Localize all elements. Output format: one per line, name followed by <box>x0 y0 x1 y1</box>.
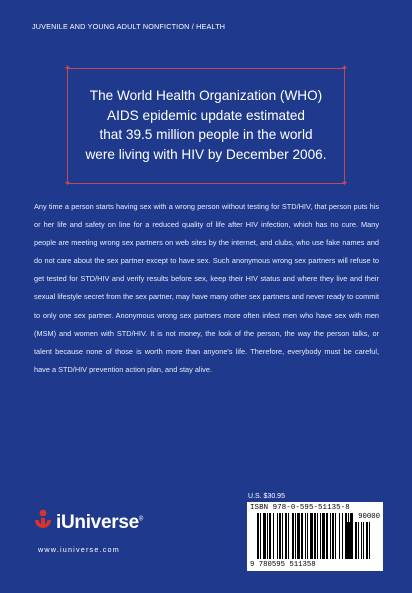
barcode-bar <box>295 513 296 559</box>
barcode-bar <box>339 513 340 559</box>
barcode-bar <box>348 513 349 559</box>
barcode-bar <box>310 513 313 559</box>
barcode <box>247 502 383 571</box>
addon-bar <box>363 522 364 559</box>
publisher-url: www.iuniverse.com <box>38 545 120 554</box>
description-paragraph: Any time a person starts having sex with a wrong person without testing for STD/HIV, that person puts his or her life and safety on line for a reduced quality of life after HIV infection, which has no cure. Many people are meeting wrong sex partners on web sites by the internet, and clubs, who use fake names and do not care about the sex partner except to have sex. Such anonymous wrong sex partners will refuse to get tested for STD/HIV and verify results before sex, keep their HIV status and where they live and their sexual lifestyle secret from the sex partner, may have many other sex partners and never ready to commit to only one sex partner. Anonymous wrong sex partners more often infect men who have sex with men (MSM) and women with STD/HIV. It is not money, the look of the person, the way the person talks, or talent because none of those is worth more than anyone's life. Therefore, everybody must be careful, have a STD/HIV prevention action plan, and stay alive. <box>34 202 379 374</box>
addon-bar <box>366 522 368 559</box>
barcode-bar <box>322 513 325 559</box>
addon-bar <box>352 522 353 559</box>
barcode-bar <box>282 513 283 559</box>
addon-bar <box>347 522 348 559</box>
quote-line: AIDS epidemic update estimated <box>107 107 305 123</box>
barcode-bar <box>342 513 343 559</box>
barcode-bar <box>267 513 268 559</box>
quote-line: The World Health Organization (WHO) <box>89 88 323 103</box>
ean-digits: 9 780595 511358 <box>250 561 316 569</box>
barcode-bar <box>320 513 321 559</box>
addon-bar <box>361 522 362 559</box>
addon-digits: 90000 <box>358 513 380 521</box>
barcode-bar <box>345 513 347 559</box>
corner-ornament-icon: ✦ <box>63 178 72 188</box>
addon-bar <box>349 522 351 559</box>
price-label: U.S. $30.95 <box>248 493 285 500</box>
barcode-bar <box>297 513 300 559</box>
barcode-bar <box>285 513 287 559</box>
addon-bar <box>355 522 357 559</box>
barcode-bar <box>317 513 318 559</box>
barcode-bar <box>260 513 261 559</box>
addon-bar <box>358 522 359 559</box>
barcode-bar <box>292 513 294 559</box>
corner-ornament-icon: ✦ <box>340 63 349 73</box>
barcode-bar <box>326 513 328 559</box>
quote-text <box>68 86 344 164</box>
publisher-name: iUniverse® <box>56 512 143 533</box>
barcode-bar <box>277 513 278 559</box>
barcode-bar <box>288 513 289 559</box>
barcode-bar <box>305 513 306 559</box>
barcode-bar <box>301 513 303 559</box>
corner-ornament-icon: ✦ <box>340 178 349 188</box>
barcode-bar <box>269 513 271 559</box>
barcode-bar <box>273 513 274 559</box>
iuniverse-logo-icon <box>32 509 54 535</box>
quote-line: that 39.5 million people in the world <box>99 127 313 142</box>
barcode-bar <box>307 513 308 559</box>
quote-box <box>63 63 349 188</box>
addon-bar <box>369 522 370 559</box>
corner-ornament-icon: ✦ <box>63 63 72 73</box>
barcode-bar <box>330 513 331 559</box>
barcode-bar <box>314 513 316 559</box>
isbn-label: ISBN 978-0-595-51135-8 <box>250 504 350 512</box>
category-label: JUVENILE AND YOUNG ADULT NONFICTION / HEALTH <box>32 22 226 31</box>
barcode-bar <box>335 513 336 559</box>
barcode-bar <box>279 513 281 559</box>
barcode-bar <box>257 513 259 559</box>
quote-line: were living with HIV by December 2006. <box>85 146 327 162</box>
barcode-bar <box>332 513 334 559</box>
barcode-bar <box>263 513 266 559</box>
